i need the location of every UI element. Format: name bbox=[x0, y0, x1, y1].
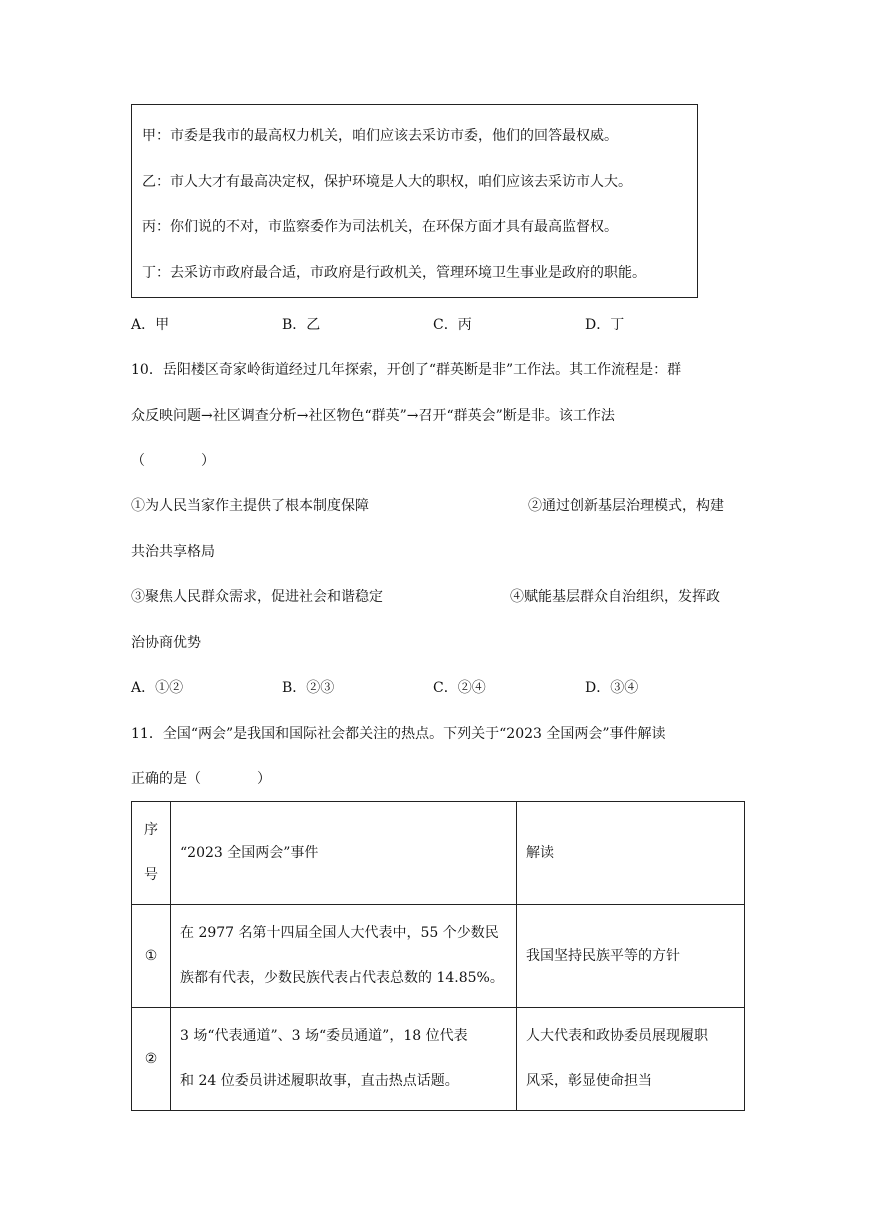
q9-option-b[interactable]: B．乙 bbox=[282, 317, 321, 333]
header-seq-line-1: 序 bbox=[144, 822, 158, 838]
table-row bbox=[132, 1008, 745, 1111]
q11-stem-line-2: 正确的是（ ） bbox=[131, 771, 271, 787]
row-reading-cell bbox=[517, 1008, 745, 1111]
q9-option-c[interactable]: C．丙 bbox=[433, 317, 472, 333]
quote-line-ding: 丁：去采访市政府最合适，市政府是行政机关，管理环境卫生事业是政府的职能。 bbox=[142, 265, 646, 281]
row-reading-line-1: 我国坚持民族平等的方针 bbox=[526, 947, 680, 964]
q10-option-d[interactable]: D．③④ bbox=[585, 680, 639, 696]
row-event-line-2: 和 24 位委员讲述履职故事，直击热点话题。 bbox=[180, 1073, 459, 1089]
row-seq-cell: ② bbox=[132, 1008, 171, 1111]
q10-item-1: ①为人民当家作主提供了根本制度保障 bbox=[131, 498, 369, 514]
table-row bbox=[132, 905, 745, 1008]
row-reading-cell bbox=[517, 905, 745, 1008]
q10-answer-blank: （ ） bbox=[131, 453, 215, 469]
header-seq-cell bbox=[132, 802, 171, 905]
header-seq-line-2: 号 bbox=[144, 867, 158, 883]
row-reading-line-2: 风采，彰显使命担当 bbox=[526, 1073, 652, 1089]
q11-table bbox=[131, 801, 745, 1111]
q10-option-c[interactable]: C．②④ bbox=[433, 680, 486, 696]
row-event-cell bbox=[171, 1008, 517, 1111]
table-header-row bbox=[132, 802, 745, 905]
quote-box bbox=[131, 104, 698, 298]
row-event-line-2: 族都有代表，少数民族代表占代表总数的 14.85%。 bbox=[180, 970, 504, 986]
row-event-line-1: 3 场“代表通道”、3 场“委员通道”，18 位代表 bbox=[180, 1028, 468, 1044]
q10-stem-line-2: 众反映问题→社区调查分析→社区物色“群英”→召开“群英会”断是非。该工作法 bbox=[131, 408, 615, 424]
q10-item-2: ②通过创新基层治理模式，构建 bbox=[528, 498, 724, 514]
q10-item-2-continued: 共治共享格局 bbox=[131, 544, 215, 560]
q9-option-a[interactable]: A．甲 bbox=[131, 317, 170, 333]
row-event-line-1: 在 2977 名第十四届全国人大代表中，55 个少数民 bbox=[180, 925, 499, 941]
row-seq-cell: ① bbox=[132, 905, 171, 1008]
quote-line-bing: 丙：你们说的不对，市监察委作为司法机关，在环保方面才具有最高监督权。 bbox=[142, 219, 618, 235]
q11-stem-line-1: 11．全国“两会”是我国和国际社会都关注的热点。下列关于“2023 全国两会”事件解读 bbox=[131, 726, 666, 742]
q9-option-d[interactable]: D．丁 bbox=[585, 317, 625, 333]
q10-item-4: ④赋能基层群众自治组织，发挥政 bbox=[510, 589, 720, 605]
q10-option-b[interactable]: B．②③ bbox=[282, 680, 335, 696]
quote-line-yi: 乙：市人大才有最高决定权，保护环境是人大的职权，咱们应该去采访市人大。 bbox=[142, 174, 632, 190]
quote-line-jia: 甲：市委是我市的最高权力机关，咱们应该去采访市委，他们的回答最权威。 bbox=[142, 128, 618, 144]
q10-option-a[interactable]: A．①② bbox=[131, 680, 184, 696]
q10-item-4-continued: 治协商优势 bbox=[131, 635, 201, 651]
header-event-cell: “2023 全国两会”事件 bbox=[171, 802, 517, 905]
header-reading-cell: 解读 bbox=[517, 802, 745, 905]
row-event-cell bbox=[171, 905, 517, 1008]
row-reading-line-1: 人大代表和政协委员展现履职 bbox=[526, 1028, 708, 1044]
q10-item-3: ③聚焦人民群众需求，促进社会和谐稳定 bbox=[131, 589, 383, 605]
q10-stem-line-1: 10．岳阳楼区奇家岭街道经过几年探索，开创了“群英断是非”工作法。其工作流程是：群 bbox=[131, 362, 682, 378]
